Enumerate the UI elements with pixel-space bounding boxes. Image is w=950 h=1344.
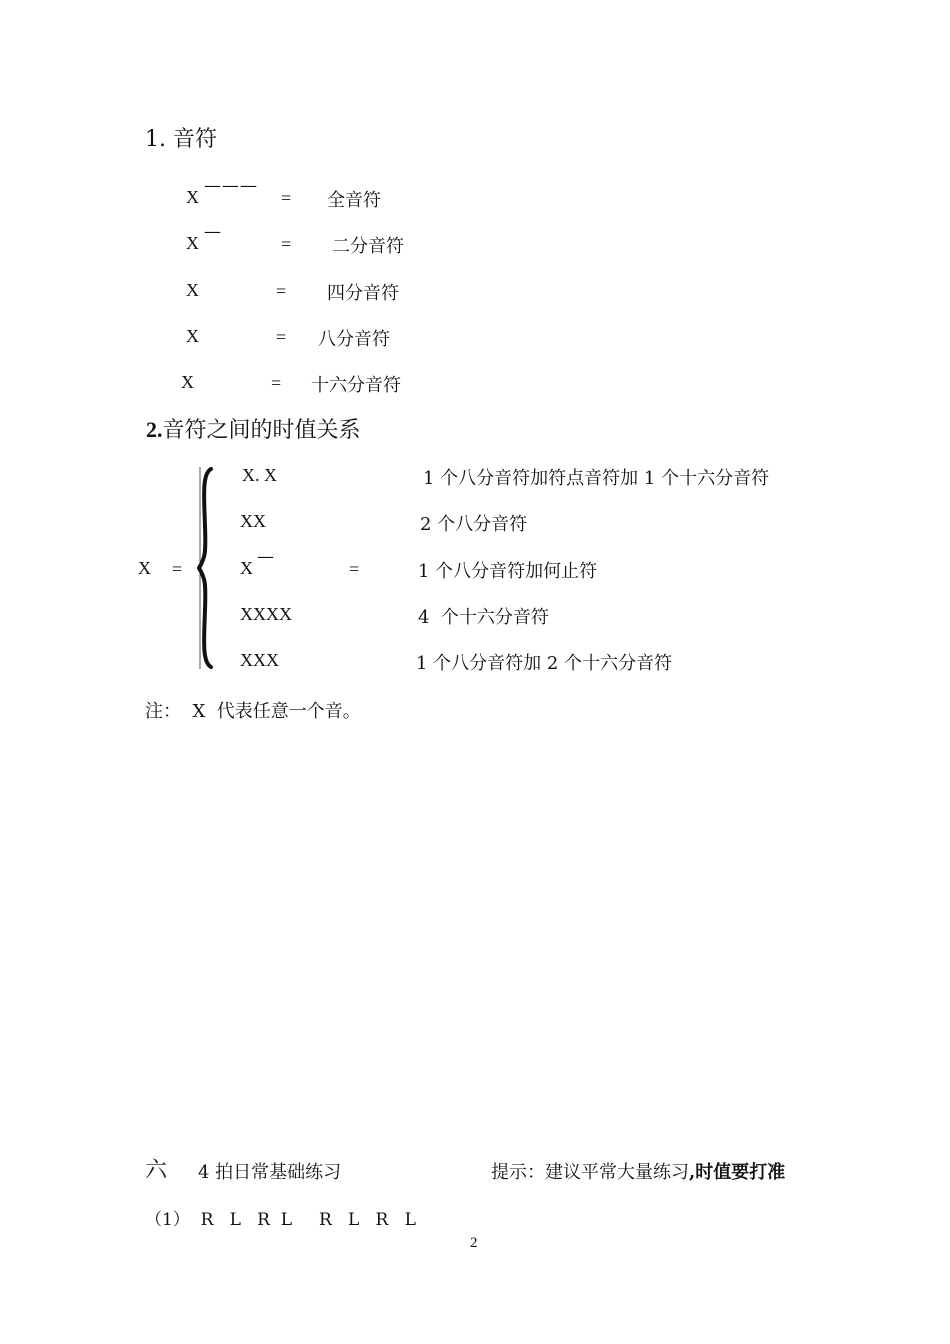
rhythm-pattern: X	[240, 558, 253, 578]
rhythm-pattern: XXX	[240, 650, 279, 670]
relation-lhs-equals: =	[172, 559, 183, 579]
hint-label: 提示：建议平常大量练习	[491, 1162, 689, 1183]
rhythm-description: 4 个十六分音符	[418, 607, 549, 628]
section6-number: 六	[145, 1158, 168, 1183]
footnote: 注： X 代表任意一个音。	[145, 701, 361, 722]
rhythm-description: 1 个八分音符加何止符	[418, 561, 598, 582]
section6-title: 4 拍日常基础练习	[198, 1162, 342, 1183]
equals-sign: =	[276, 281, 287, 301]
exercise-line: （1） R L R L R L R L	[145, 1210, 416, 1230]
rhythm-dash: —	[257, 547, 274, 567]
rhythm-pattern: XXXX	[240, 604, 292, 624]
curly-brace	[196, 466, 220, 670]
rhythm-description: 1 个八分音符加 2 个十六分音符	[416, 653, 673, 674]
section1-heading: 1. 音符	[145, 127, 217, 152]
note-dashes: ———	[204, 176, 258, 196]
relation-mid-equals: =	[349, 559, 360, 579]
equals-sign: =	[271, 373, 282, 393]
note-name: 八分音符	[318, 329, 390, 350]
equals-sign: =	[281, 188, 292, 208]
section6-hint	[491, 1158, 785, 1184]
hint-rest: ,时值要打准	[689, 1162, 786, 1183]
rhythm-pattern: XX	[240, 511, 266, 531]
note-name: 十六分音符	[311, 375, 401, 396]
note-name: 全音符	[327, 190, 381, 211]
page-number: 2	[470, 1235, 478, 1251]
note-dashes: —	[204, 222, 221, 242]
section2-heading-text: 音符之间的时值关系	[162, 418, 361, 443]
section2-heading-number: 2.	[146, 417, 163, 442]
note-symbol: X	[186, 187, 199, 207]
note-name: 二分音符	[332, 236, 404, 257]
rhythm-pattern: X. X	[242, 465, 277, 485]
note-symbol: X	[186, 280, 199, 300]
equals-sign: =	[276, 327, 287, 347]
rhythm-description: 1 个八分音符加符点音符加 1 个十六分音符	[423, 468, 770, 489]
note-symbol: X	[186, 233, 199, 253]
note-name: 四分音符	[327, 283, 399, 304]
section2-heading	[146, 413, 361, 444]
note-symbol: X	[181, 372, 194, 392]
note-symbol: X	[186, 326, 199, 346]
rhythm-description: 2 个八分音符	[420, 514, 528, 535]
equals-sign: =	[281, 234, 292, 254]
relation-lhs: X	[138, 558, 151, 578]
